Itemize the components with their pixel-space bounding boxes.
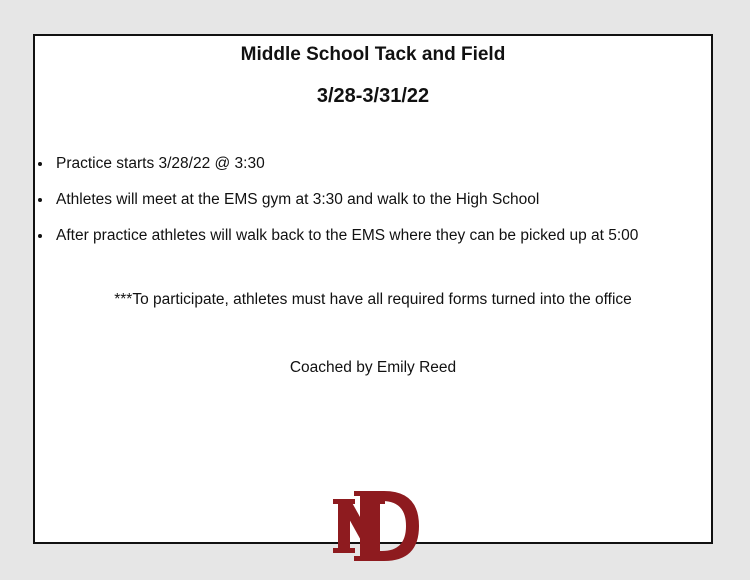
list-item-text: Practice starts 3/28/22 @ 3:30 [56, 155, 265, 172]
bullet-icon [38, 234, 42, 238]
bullet-icon [38, 162, 42, 166]
nd-monogram-icon [332, 491, 420, 561]
flyer-title: Middle School Tack and Field [240, 44, 506, 65]
coach-credit: Coached by Emily Reed [289, 359, 457, 376]
list-item [35, 154, 711, 190]
list-item-text: Athletes will meet at the EMS gym at 3:30 and walk to the High School [56, 191, 540, 208]
list-item [35, 226, 711, 262]
list-item-text: After practice athletes will walk back to the EMS where they can be picked up at 5:00 [56, 227, 639, 244]
details-list [35, 154, 711, 262]
bullet-icon [38, 198, 42, 202]
forms-notice: ***To participate, athletes must have all required forms turned into the office [114, 291, 632, 308]
list-item [35, 190, 711, 226]
flyer-dates: 3/28-3/31/22 [316, 85, 430, 107]
flyer-sheet [33, 34, 713, 544]
